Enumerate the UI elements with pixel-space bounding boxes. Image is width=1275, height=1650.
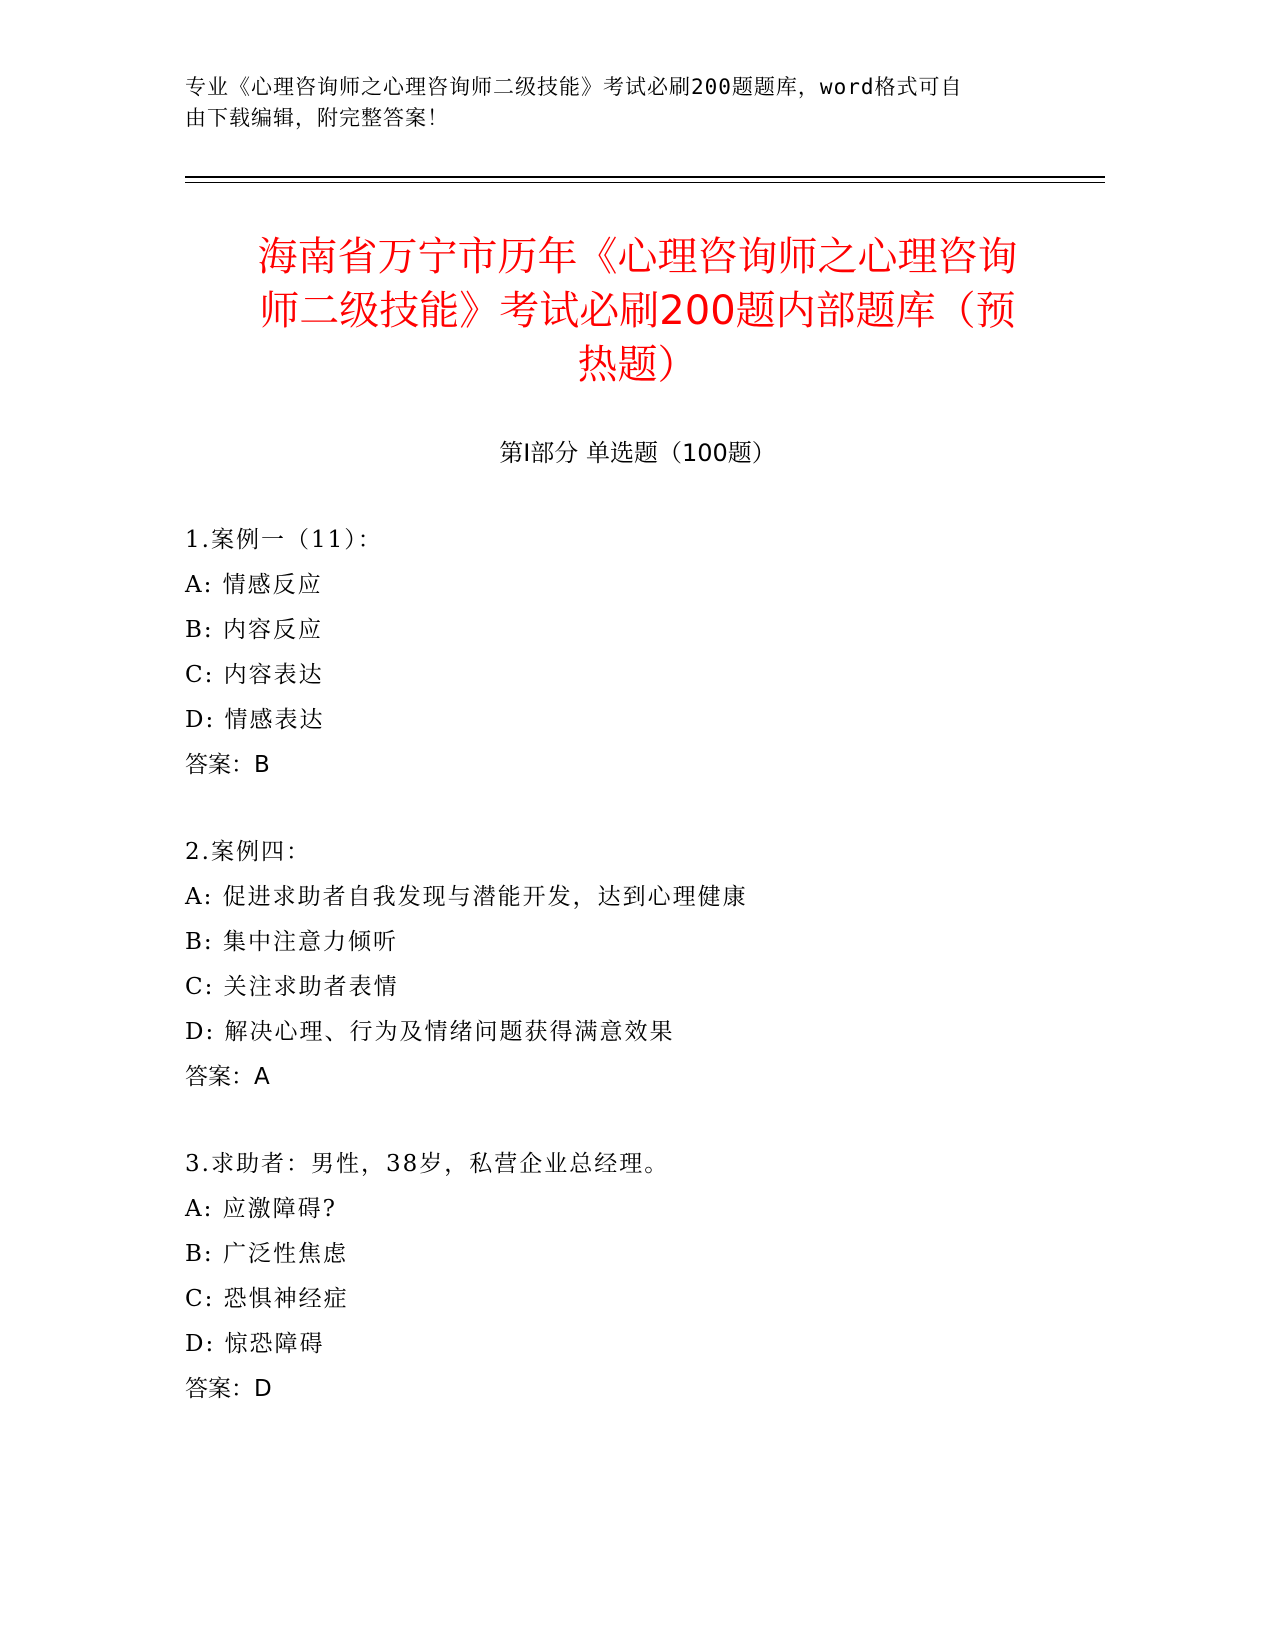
header-rule-thick [185, 176, 1105, 178]
option-a: A: 应激障碍? [185, 1196, 338, 1222]
title-line-1: 海南省万宁市历年《心理咨询师之心理咨询 [257, 234, 1018, 280]
header-rule-thin [185, 182, 1105, 183]
header-line-2: 由下载编辑，附完整答案！ [185, 106, 449, 130]
option-c: C: 关注求助者表情 [185, 974, 399, 1000]
title-line-3: 热题） [577, 342, 698, 388]
option-d: D: 解决心理、行为及情绪问题获得满意效果 [185, 1019, 675, 1045]
title-line-2: 师二级技能》考试必刷200题内部题库（预 [259, 288, 1016, 334]
question-stem: 3.求助者：男性，38岁，私营企业总经理。 [185, 1151, 670, 1177]
question-1 [185, 518, 1085, 788]
header-line-1: 专业《心理咨询师之心理咨询师二级技能》考试必刷200题题库，word格式可自 [185, 75, 963, 99]
section-heading: 第Ⅰ部分 单选题（100题） [499, 439, 776, 467]
option-d: D: 情感表达 [185, 707, 325, 733]
document-title [170, 230, 1105, 392]
option-a: A: 促进求助者自我发现与潜能开发，达到心理健康 [185, 884, 748, 910]
option-b: B: 广泛性焦虑 [185, 1241, 348, 1267]
option-c: C: 内容表达 [185, 662, 324, 688]
question-stem: 2.案例四： [185, 839, 311, 865]
option-c: C: 恐惧神经症 [185, 1286, 349, 1312]
question-3 [185, 1142, 1085, 1412]
question-stem: 1.案例一（11）： [185, 527, 383, 553]
option-a: A: 情感反应 [185, 572, 323, 598]
answer: 答案：D [185, 1376, 272, 1402]
option-d: D: 惊恐障碍 [185, 1331, 325, 1357]
answer: 答案：A [185, 1064, 270, 1090]
answer: 答案：B [185, 752, 270, 778]
question-list [185, 518, 1085, 1454]
page-header [185, 72, 1065, 134]
question-2 [185, 830, 1085, 1100]
option-b: B: 集中注意力倾听 [185, 929, 398, 955]
option-b: B: 内容反应 [185, 617, 323, 643]
